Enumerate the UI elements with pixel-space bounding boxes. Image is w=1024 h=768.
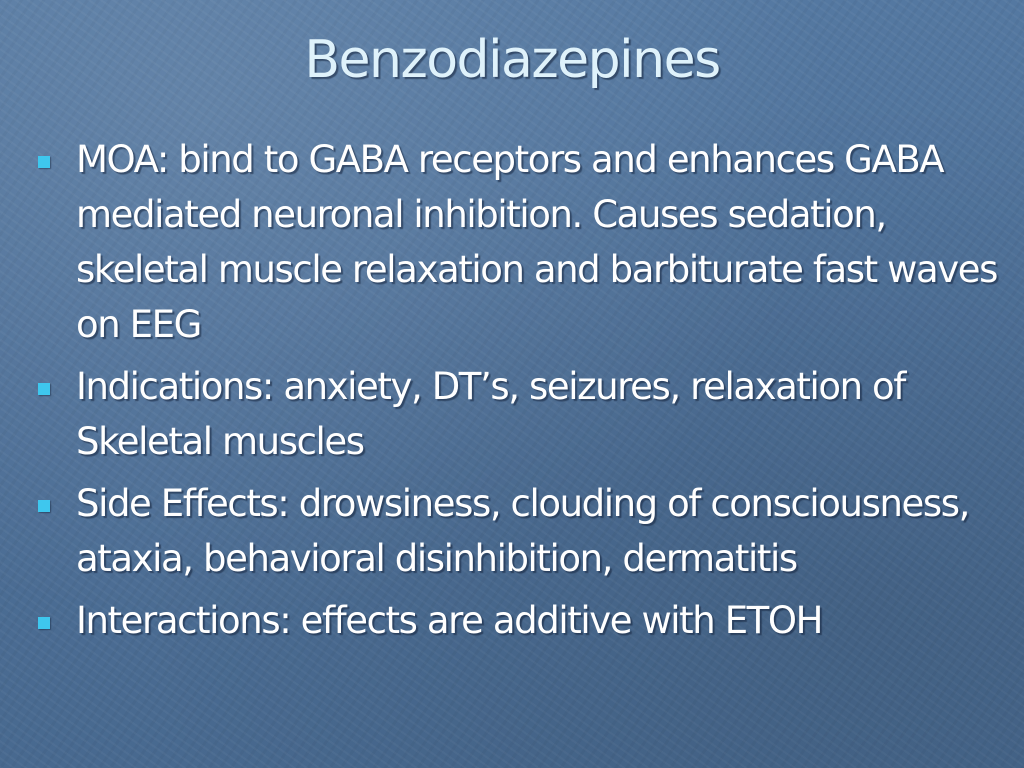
square-bullet-icon [38, 383, 50, 395]
bullet-text: Side Effects: drowsiness, clouding of consciousness, ataxia, behavioral disinhibition, dermatitis [76, 482, 969, 580]
square-bullet-icon [38, 156, 50, 168]
square-bullet-icon [38, 617, 50, 629]
bullet-text: Interactions: effects are additive with ETOH [76, 599, 823, 642]
bullet-text: Indications: anxiety, DT’s, seizures, relaxation of Skeletal muscles [76, 365, 905, 463]
bullet-text: MOA: bind to GABA receptors and enhances GABA mediated neuronal inhibition. Causes sedation, skeletal muscle relaxation and barbiturate fast waves on EEG [76, 138, 997, 346]
square-bullet-icon [38, 500, 50, 512]
bullet-item-side-effects [38, 476, 998, 586]
bullet-item-indications [38, 359, 998, 469]
bullet-item-moa [38, 132, 998, 352]
slide-title: Benzodiazepines [304, 30, 720, 90]
bullet-item-interactions [38, 593, 998, 648]
bullet-list [38, 132, 998, 655]
